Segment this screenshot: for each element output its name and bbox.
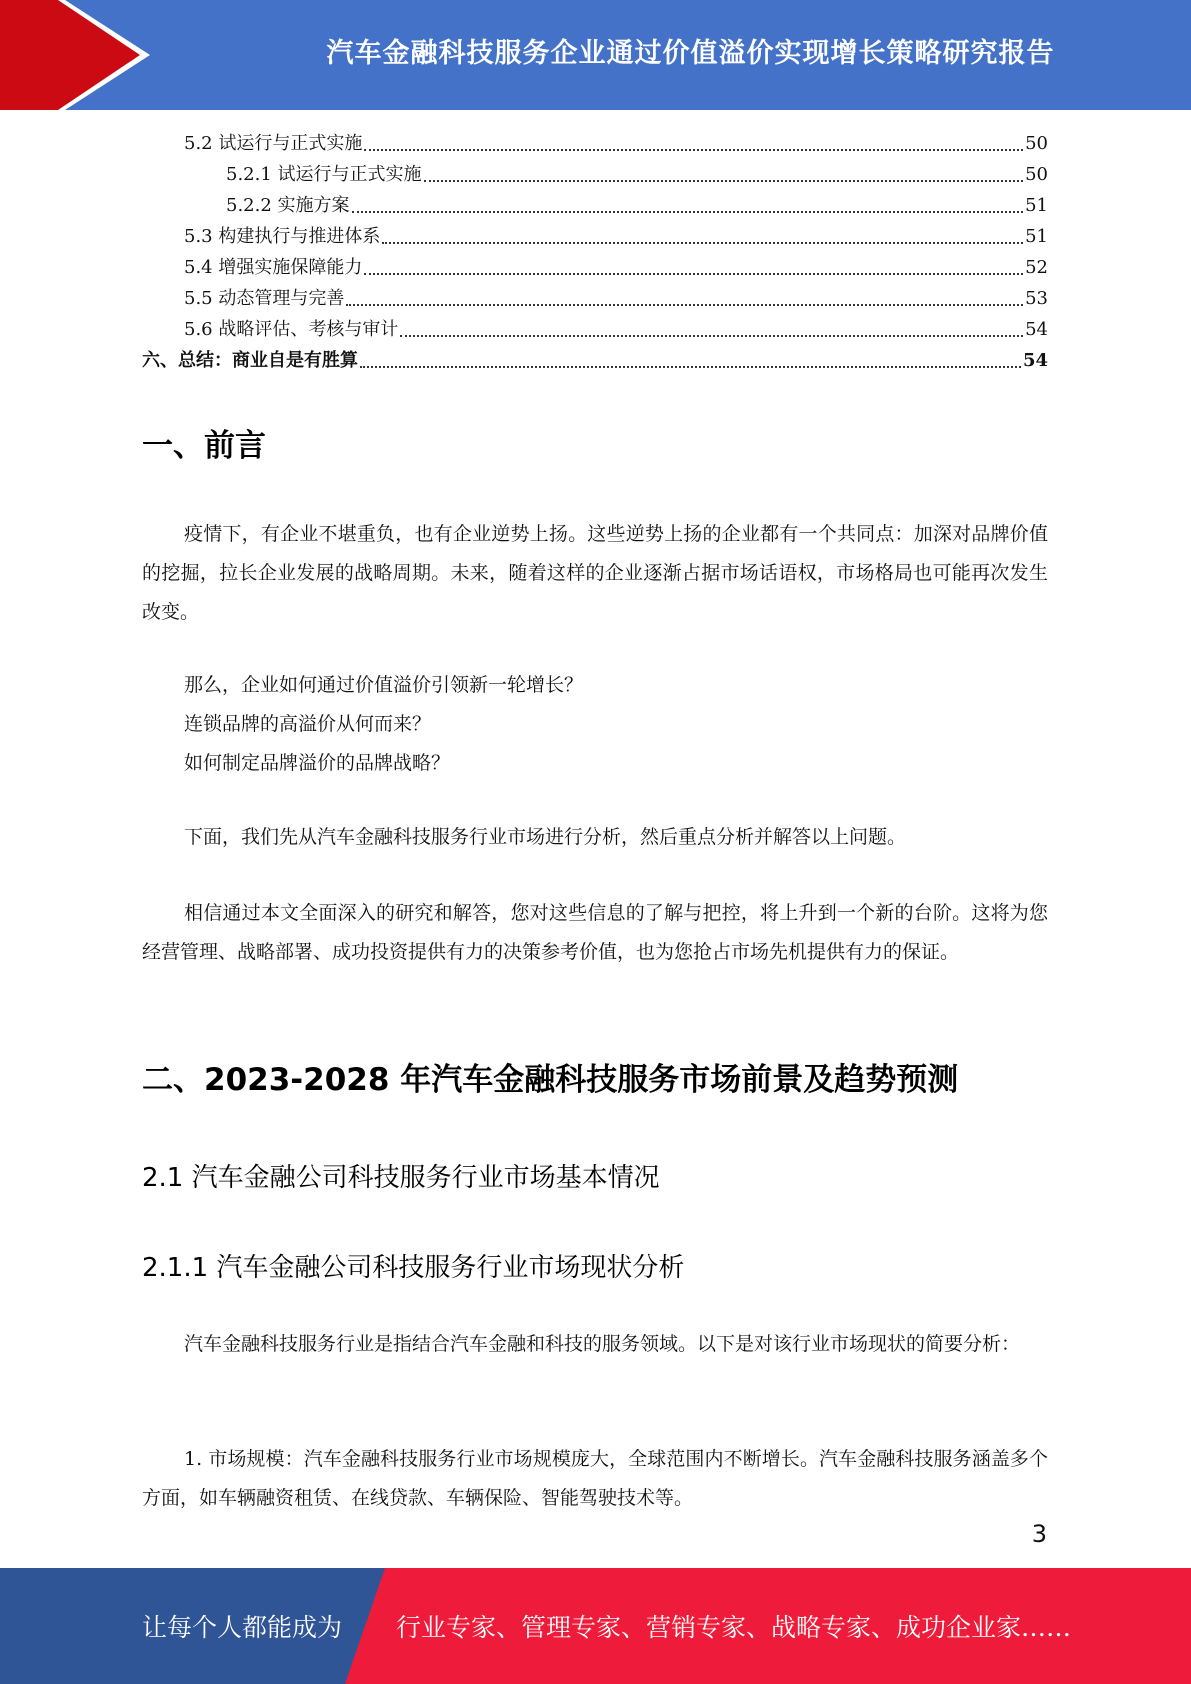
toc-entry[interactable] xyxy=(142,314,1048,345)
toc-entry-title: 5.6 战略评估、考核与审计 xyxy=(184,319,399,340)
toc-entry-page: 50 xyxy=(1025,133,1048,154)
page-header xyxy=(0,0,1191,110)
paragraph: 1. 市场规模：汽车金融科技服务行业市场规模庞大，全球范围内不断增长。汽车金融科技服务涵盖多个方面，如车辆融资租赁、在线贷款、车辆保险、智能驾驶技术等。 xyxy=(142,1448,1048,1509)
toc-entry-page: 51 xyxy=(1025,195,1048,216)
toc-entry-page: 51 xyxy=(1025,226,1048,247)
paragraph: 相信通过本文全面深入的研究和解答，您对这些信息的了解与把控，将上升到一个新的台阶。这将为您经营管理、战略部署、成功投资提供有力的决策参考价值，也为您抢占市场先机提供有力的保证。 xyxy=(142,902,1048,963)
toc-entry-page: 53 xyxy=(1025,288,1048,309)
toc-entry-page: 52 xyxy=(1025,257,1048,278)
question-line: 连锁品牌的高溢价从何而来？ xyxy=(184,713,432,735)
table-of-contents xyxy=(142,128,1048,376)
subsection-heading: 2.1.1 汽车金融公司科技服务行业市场现状分析 xyxy=(142,1253,685,1283)
footer-slogan-right: 行业专家、管理专家、营销专家、战略专家、成功企业家…… xyxy=(396,1613,1072,1642)
report-title: 汽车金融科技服务企业通过价值溢价实现增长策略研究报告 xyxy=(326,37,1055,69)
toc-dot-leader xyxy=(352,211,1024,213)
toc-dot-leader xyxy=(382,242,1023,244)
section-heading-forecast: 二、2023-2028 年汽车金融科技服务市场前景及趋势预测 xyxy=(142,1062,959,1098)
subsection-heading: 2.1 汽车金融公司科技服务行业市场基本情况 xyxy=(142,1163,660,1193)
toc-entry[interactable] xyxy=(142,345,1048,376)
toc-entry-title: 5.3 构建执行与推进体系 xyxy=(184,226,381,247)
toc-dot-leader xyxy=(364,149,1023,151)
toc-entry-title: 5.4 增强实施保障能力 xyxy=(184,257,363,278)
question-line: 那么，企业如何通过价值溢价引领新一轮增长？ xyxy=(184,674,584,696)
paragraph: 疫情下，有企业不堪重负，也有企业逆势上扬。这些逆势上扬的企业都有一个共同点：加深对品牌价值的挖掘，拉长企业发展的战略周期。未来，随着这样的企业逐渐占据市场话语权，市场格局也可能再次发生改变。 xyxy=(142,523,1048,623)
toc-entry-title: 5.5 动态管理与完善 xyxy=(184,288,345,309)
toc-dot-leader xyxy=(424,180,1024,182)
question-line: 如何制定品牌溢价的品牌战略？ xyxy=(184,752,451,774)
toc-entry-page: 50 xyxy=(1025,164,1048,185)
toc-entry[interactable] xyxy=(142,283,1048,314)
toc-entry[interactable] xyxy=(142,190,1048,221)
toc-dot-leader xyxy=(346,304,1023,306)
header-arrow-decoration xyxy=(0,0,160,110)
footer-slogan-left: 让每个人都能成为 xyxy=(142,1613,343,1642)
toc-entry[interactable] xyxy=(142,159,1048,190)
toc-entry-title: 六、总结：商业自是有胜算 xyxy=(142,350,358,371)
toc-entry-title: 5.2.1 试运行与正式实施 xyxy=(226,164,422,185)
toc-entry-title: 5.2.2 实施方案 xyxy=(226,195,350,216)
toc-dot-leader xyxy=(360,366,1021,368)
paragraph: 汽车金融科技服务行业是指结合汽车金融和科技的服务领域。以下是对该行业市场现状的简要分析： xyxy=(184,1333,1021,1355)
page-number: 3 xyxy=(1031,1520,1047,1548)
toc-entry[interactable] xyxy=(142,221,1048,252)
page-footer xyxy=(0,1568,1191,1684)
toc-entry[interactable] xyxy=(142,128,1048,159)
toc-entry[interactable] xyxy=(142,252,1048,283)
toc-dot-leader xyxy=(364,273,1023,275)
toc-entry-page: 54 xyxy=(1022,350,1048,371)
toc-dot-leader xyxy=(400,335,1023,337)
section-heading-preface: 一、前言 xyxy=(142,428,266,464)
toc-entry-title: 5.2 试运行与正式实施 xyxy=(184,133,363,154)
paragraph: 下面，我们先从汽车金融科技服务行业市场进行分析，然后重点分析并解答以上问题。 xyxy=(184,826,907,848)
toc-entry-page: 54 xyxy=(1025,319,1048,340)
